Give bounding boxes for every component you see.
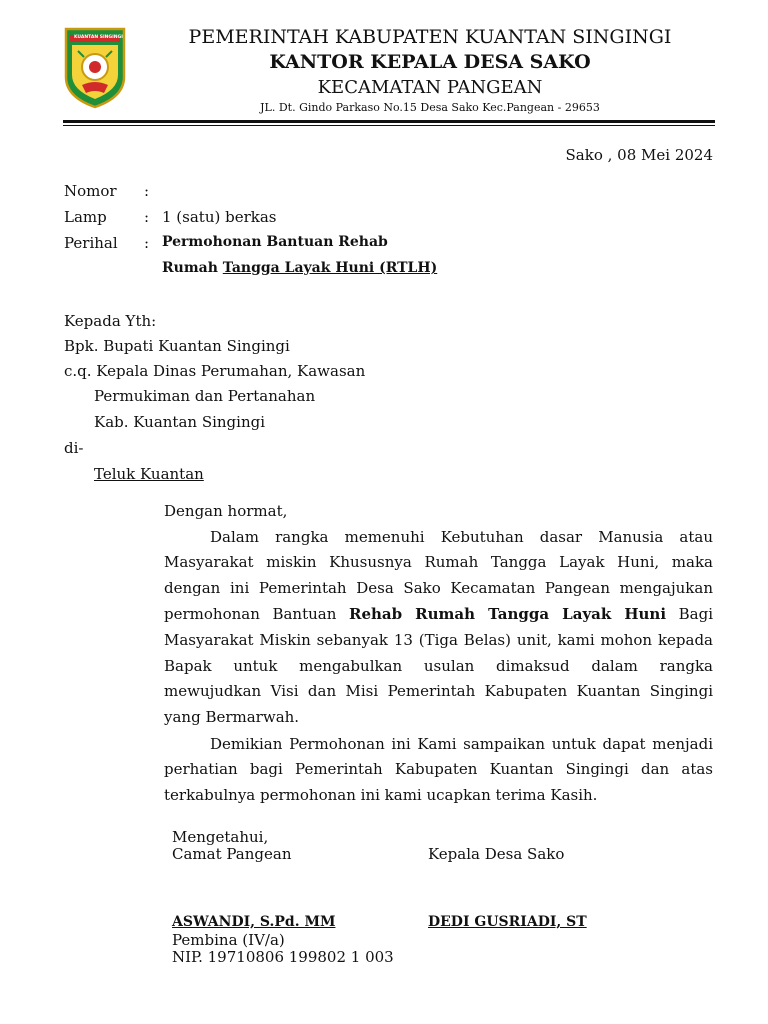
- salutation: Dengan hormat,: [164, 502, 288, 520]
- body-p2-line3: terkabulnya permohonan ini kami ucapkan terima Kasih.: [164, 786, 598, 804]
- perihal-line1: Permohonan Bantuan Rehab: [162, 234, 388, 250]
- body-p1-line4-bold: Rehab Rumah Tangga Layak Huni: [348, 605, 667, 623]
- body-p1-line2: Masyarakat miskin Khususnya Rumah Tangga Layak Huni, maka: [164, 553, 713, 571]
- body-p2-line1: Demikian Permohonan ini Kami sampaikan untuk dapat menjadi: [210, 735, 713, 753]
- sign-left-rank: Pembina (IV/a): [172, 931, 285, 949]
- recipient-greeting: Kepada Yth:: [64, 312, 157, 330]
- letterhead-title: KANTOR KEPALA DESA SAKO: [269, 51, 591, 73]
- body-p2-line2: perhatian bagi Pemerintah Kabupaten Kuantan Singingi dan atas: [164, 760, 713, 778]
- letterhead-line1: PEMERINTAH KABUPATEN KUANTAN SINGINGI: [188, 26, 672, 48]
- sign-left-line1: Mengetahui,: [172, 828, 269, 846]
- header-rule-thin: [63, 125, 715, 126]
- recipient-line4: Permukiman dan Pertanahan: [94, 387, 316, 405]
- perihal-label: Perihal: [64, 234, 118, 252]
- perihal-line2-a: Rumah: [162, 260, 223, 276]
- body-p1-line4: [164, 605, 713, 623]
- body-p1-line3: dengan ini Pemerintah Desa Sako Kecamatan Pangean mengajukan: [164, 579, 713, 597]
- body-p1-line1: Dalam rangka memenuhi Kebutuhan dasar Manusia atau: [210, 528, 713, 546]
- sign-right-name: DEDI GUSRIADI, ST: [428, 914, 587, 930]
- nomor-label: Nomor: [64, 182, 117, 200]
- recipient-city: Teluk Kuantan: [94, 465, 204, 483]
- sign-left-name: ASWANDI, S.Pd. MM: [172, 914, 336, 930]
- body-p1-line6: Bapak untuk mengabulkan usulan dimaksud dalam rangka: [164, 657, 713, 675]
- recipient-line6: di-: [64, 439, 84, 457]
- lamp-colon: :: [144, 208, 150, 226]
- letter-date: Sako , 08 Mei 2024: [565, 146, 713, 164]
- sign-left-nip: NIP. 19710806 199802 1 003: [172, 948, 394, 966]
- header-rule-thick: [63, 120, 715, 123]
- body-p1-line7: mewujudkan Visi dan Misi Pemerintah Kabupaten Kuantan Singingi: [164, 682, 713, 700]
- perihal-colon: :: [144, 234, 150, 252]
- letterhead-address: JL. Dt. Gindo Parkaso No.15 Desa Sako Kec.Pangean - 29653: [260, 101, 600, 114]
- logo-banner-text: KUANTAN SINGINGI: [74, 35, 123, 40]
- body-p1-line8: yang Bermarwah.: [164, 708, 300, 726]
- body-p1-line4-a: permohonan Bantuan: [164, 605, 349, 623]
- lamp-value: 1 (satu) berkas: [162, 208, 277, 226]
- recipient-line5: Kab. Kuantan Singingi: [94, 413, 266, 431]
- recipient-line3: c.q. Kepala Dinas Perumahan, Kawasan: [64, 362, 366, 380]
- body-p1-line5: Masyarakat Miskin sebanyak 13 (Tiga Belas) unit, kami mohon kepada: [164, 631, 713, 649]
- sign-right-title: Kepala Desa Sako: [428, 845, 565, 863]
- nomor-colon: :: [144, 182, 150, 200]
- sign-left-line2: Camat Pangean: [172, 845, 292, 863]
- letterhead-line3: KECAMATAN PANGEAN: [317, 77, 543, 98]
- perihal-line2: [162, 260, 437, 276]
- recipient-line2: Bpk. Bupati Kuantan Singingi: [64, 337, 290, 355]
- lamp-label: Lamp: [64, 208, 107, 226]
- perihal-line2-b: Tangga Layak Huni (RTLH): [222, 260, 438, 276]
- kuansing-logo: [64, 27, 126, 109]
- body-p1-line4-c: Bagi: [666, 605, 713, 623]
